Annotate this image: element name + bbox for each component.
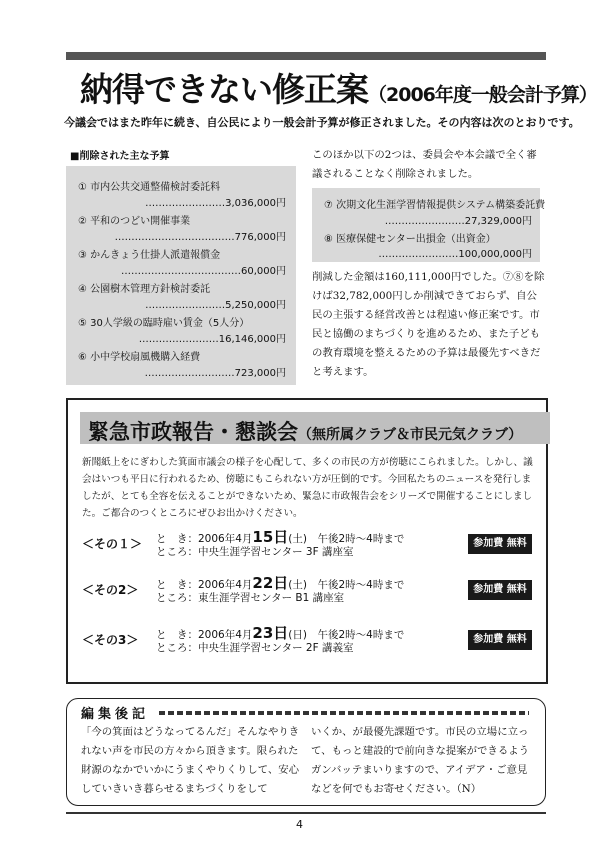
session-label: ＜その2＞ bbox=[82, 583, 139, 597]
date-suffix: (日) 午後2時～4時まで bbox=[288, 629, 405, 641]
leader-dots: …………………… bbox=[384, 216, 465, 227]
editor-note-left: 「今の箕面はどうなってるんだ」そんなやりきれない声を市民の方々から頂きます。限られた財源のなかでいかにうまくやりくりして、安心していきいき暮らせるまちづくりをして bbox=[81, 726, 300, 795]
free-badge: 参加費 無料 bbox=[468, 630, 532, 650]
cut-item-amount bbox=[145, 296, 286, 311]
cut-item-amount bbox=[121, 262, 286, 277]
cut-item-name: ① 市内公共交通整備検討委託料 bbox=[78, 182, 221, 193]
page-title-main: 納得できない修正案 bbox=[80, 70, 368, 109]
cut-item-name: ⑤ 30人学級の臨時雇い賃金（5人分） bbox=[78, 318, 250, 329]
amount: 776,000円 bbox=[234, 232, 286, 243]
session-3 bbox=[82, 622, 534, 658]
leader-dots: …………………… bbox=[138, 334, 219, 345]
date-day: 23日 bbox=[252, 624, 289, 642]
amount: 27,329,000円 bbox=[464, 216, 532, 227]
leader-dots: ……………………………… bbox=[114, 232, 235, 243]
deleted-item-amount bbox=[385, 212, 532, 227]
page-title-sub: （2006年度一般会計予算） bbox=[368, 84, 597, 106]
page-title bbox=[80, 64, 597, 111]
session-place: ところ：中央生涯学習センター 3F 講座室 bbox=[156, 546, 354, 558]
date-prefix: と き：2006年4月 bbox=[156, 579, 253, 591]
session-place: ところ：東生涯学習センター B1 講座室 bbox=[156, 592, 345, 604]
leader-dots: ……………………… bbox=[144, 368, 235, 379]
editor-note-box bbox=[66, 698, 546, 806]
session-label: ＜その3＞ bbox=[82, 633, 139, 647]
date-day: 22日 bbox=[252, 574, 289, 592]
editor-note-heading: 編集後記 bbox=[81, 707, 150, 722]
editor-note-right: いくか、が最優先課題です。市民の立場に立って、もっと建設的で前向きな提案ができるようガンバッテまいりますので、アイデア・ご意見などを何でもお寄せください。（N） bbox=[311, 726, 529, 795]
free-badge: 参加費 無料 bbox=[468, 580, 532, 600]
page-number: 4 bbox=[296, 818, 303, 831]
date-prefix: と き：2006年4月 bbox=[156, 533, 253, 545]
date-day: 15日 bbox=[252, 528, 289, 546]
session-2 bbox=[82, 572, 534, 608]
date-prefix: と き：2006年4月 bbox=[156, 629, 253, 641]
meeting-body: 新聞紙上をにぎわした箕面市議会の様子を心配して、多くの市民の方が傍聴にこられました。しかし、議会はいつも平日に行われるため、傍聴にもこられない方が圧倒的です。今回私たちのニュースを発行しましたが、とても全容を伝えることができないため、緊急に市政報告会をシリーズで開催することにしました。ご都合のつくところにぜひお出かけください。 bbox=[82, 457, 533, 519]
right-summary: 削減した金額は160,111,000円でした。⑦⑧を除けば32,782,000円しか削減できておらず、自公民の主張する経営改善とは程遠い修正案です。市民と協働のまちづくりを進めるため、また子どもの教育環境を整えるための予算は最優先すべきだと考えます。 bbox=[312, 271, 545, 378]
top-rule bbox=[66, 52, 546, 60]
amount: 16,146,000円 bbox=[218, 334, 286, 345]
intro-text: 今議会ではまた昨年に続き、自公民により一般会計予算が修正されました。その内容は次のとおりです。 bbox=[64, 116, 580, 129]
cut-item-amount bbox=[145, 194, 286, 209]
leader-dots: …………………… bbox=[145, 198, 226, 209]
leader-dots: …………………… bbox=[378, 249, 459, 260]
cut-item-name: ④ 公園樹木管理方針検討委託 bbox=[78, 284, 211, 295]
deleted-item-amount bbox=[378, 245, 532, 260]
amount: 723,000円 bbox=[234, 368, 286, 379]
date-suffix: (土) 午後2時～4時まで bbox=[288, 579, 405, 591]
session-1 bbox=[82, 526, 534, 562]
cut-item-name: ⑥ 小中学校扇風機購入経費 bbox=[78, 352, 201, 363]
amount: 5,250,000円 bbox=[225, 300, 286, 311]
deleted-item-name: ⑦ 次期文化生涯学習情報提供システム構築委託費 bbox=[324, 200, 546, 211]
cuts-box bbox=[66, 166, 296, 385]
deleted-item-name: ⑧ 医療保健センター出損金（出資金） bbox=[324, 234, 496, 245]
bottom-rule bbox=[66, 812, 546, 814]
amount: 3,036,000円 bbox=[225, 198, 286, 209]
meeting-title-main: 緊急市政報告・懇談会 bbox=[88, 420, 298, 444]
leader-dots: …………………… bbox=[145, 300, 226, 311]
cut-item-name: ② 平和のつどい開催事業 bbox=[78, 216, 191, 227]
cut-item-amount bbox=[115, 228, 286, 243]
right-box bbox=[312, 188, 546, 262]
dashed-divider bbox=[159, 711, 529, 715]
session-place: ところ：中央生涯学習センター 2F 講義室 bbox=[156, 642, 354, 654]
amount: 100,000,000円 bbox=[458, 249, 532, 260]
leader-dots: ……………………………… bbox=[121, 266, 241, 277]
cut-item-amount bbox=[145, 364, 286, 379]
free-badge: 参加費 無料 bbox=[468, 534, 532, 554]
meeting-title-sub: （無所属クラブ＆市民元気クラブ） bbox=[298, 427, 523, 443]
cuts-heading: ■削除された主な予算 bbox=[70, 151, 170, 162]
cut-item-name: ③ かんきょう仕掛人派遣報償金 bbox=[78, 250, 221, 261]
amount: 60,000円 bbox=[241, 266, 286, 277]
session-label: ＜その１＞ bbox=[82, 537, 143, 551]
meeting-title bbox=[88, 416, 522, 446]
date-suffix: (土) 午後2時～4時まで bbox=[288, 533, 405, 545]
cut-item-amount bbox=[139, 330, 286, 345]
meeting-box bbox=[66, 398, 548, 684]
right-intro: このほか以下の2つは、委員会や本会議で全く審議されることなく削除されました。 bbox=[312, 149, 537, 180]
